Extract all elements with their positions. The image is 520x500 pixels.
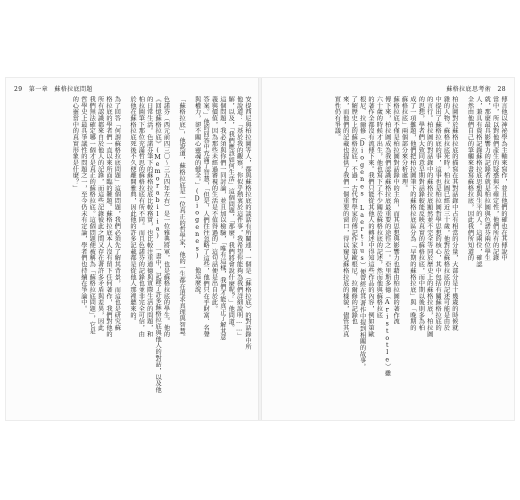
text-column: 答案。」他的回答中充滿了智慧，「但是，人們往往忽略了這些，他們只在乎財富、名聲: [202, 96, 210, 338]
text-column: 全然由他們自己的筆觸來書寫蘇格拉底，因此我們所知道的: [466, 96, 474, 262]
text-column: 格拉底的學者們一直以來所面臨的難題。蘇格拉底本人沒有留下任何著作，我們對他的: [104, 96, 112, 338]
text-column: [122, 96, 127, 412]
text-column: 蘇格拉底不僅是柏拉圖對話錄中的主角，而其思想與影響力也藉由柏拉圖的著作流: [392, 96, 400, 325]
text-column: 的言行。柏拉圖的對話錄中的蘇格拉底顯然並不完全等同於歷史上的蘇格拉底，柏拉圖: [425, 96, 433, 338]
text-column: 哲學史上最具爭議性的問題之一，至今仍未有定論，學者們也持續在爭論中。: [79, 96, 87, 312]
text-column: 當中，所以對他們產生的疑惑與不確定性，他們所有的記錄: [491, 96, 499, 262]
book-spread: [6, 78, 514, 420]
left-page-text: [14, 96, 250, 412]
text-column: 的著作全都沒有流傳下來。我們只能從其他人的轉述中得知這些作品的內容，例如第歐: [366, 96, 374, 338]
text-column: 了解歷史上的蘇格拉底，不過，古代哲學家的傳記作家第歐根尼．拉爾修的記錄也: [350, 96, 358, 325]
text-column: 的思想，學者們大致同意早期對話錄較能反映真實的蘇格拉底，而中期以後則多為柏: [417, 96, 425, 331]
text-column: 根尼．拉爾修（Diogenes Laertius）便曾經在其著作中提到相關的故事。: [358, 96, 366, 370]
text-column: [171, 96, 176, 412]
text-column: 《回憶蘇格拉底》(Memorabilia) 一書中，記錄了許多蘇格拉底與他人的對話，以及他: [154, 96, 162, 393]
text-column: 與權力，卻不關心靈魂的健全。」(Diogenes) 他這麼說。: [193, 96, 201, 299]
text-column: 為了回答「何謂蘇格拉底問題」這個問題，我們必須先了解其背景，而這也是研究蘇: [113, 96, 121, 331]
text-column: 所有認識都來自於他人的記錄，而這些記錄彼此之間又存在著許多矛盾與差異，因此: [96, 96, 104, 331]
text-column: 雜的人物。蘇格拉底死時，柏拉圖已經近三十歲，他對於蘇格拉底的記述可能是由於: [442, 96, 450, 331]
text-column: 這個問題，我必須與你們一同討論，並且加以檢驗，「唯有這樣，我們才能真正了解其意: [218, 96, 226, 341]
text-column: 的日常生活。色諾芬筆下的蘇格拉底比較務實，也比較注重道德與實際生活的問題，和: [145, 96, 153, 338]
text-column: 安提西尼與柏拉圖等人，都與蘇格拉底的談話有所關連，一個是（蘇格拉底）的對話錄中所: [244, 96, 251, 350]
text-column: 的心靈當中的真實形象是什麼？」: [71, 96, 79, 192]
text-column: 柏拉圖筆下那位充滿哲思的蘇格拉底有所不同。而且色諾芬的記錄也並非完全可信，由: [137, 96, 145, 338]
text-column: 於他在蘇格拉底死後不久便離開雅典，因此他的許多記載都是從他人那裡聽來的。: [128, 96, 136, 325]
text-column: 成了一項難題，他們把柏拉圖筆下的蘇格拉底區分為「早期的蘇格拉底」與「晚期的: [408, 96, 416, 331]
text-column: 實性仍有爭議。: [333, 96, 341, 141]
right-page-text: [270, 96, 506, 412]
text-column: 他說道：「基於我的觀察，你似乎熱衷於這件事，我希望你能夠為我們詳細說明……」: [235, 96, 243, 339]
text-column: 色諾芬（西元前四三〇～三五四年左右）是一位雅典將軍，也是蘇格拉底的學生。他的: [162, 96, 170, 338]
text-column: [459, 96, 464, 412]
text-column: 就，那麼最具影響力的記錄者就是柏拉圖與色諾芬兩位學生: [483, 96, 491, 262]
text-column: 「蘇格拉底」，他說道，蘇格拉底是一位真正的哲學家，他的一生都在追求真理與智慧。: [178, 96, 186, 341]
text-column: 義與價值，因為那些未經過審視的生活是不值得過的」這句話便是出自於此。: [210, 96, 218, 312]
text-column: 人，兼具有資格記錄蘇格拉底思想與生平的人。這兩位，確認: [474, 96, 482, 268]
text-column: [186, 96, 191, 412]
text-column: 柏拉圖對於蘇格拉底的描寫在其對話錄中占有相當的分量，大部分是十幾歲的時候就: [450, 96, 458, 331]
text-column: 蘇格拉底」兩個部分來分析處理。: [400, 96, 408, 192]
running-header-right: 蘇格拉底思考術 28: [446, 86, 506, 93]
text-column: 六十歲的時候才出生，他也寫下了不少關於蘇格拉底的記述，然而他與蘇格拉底: [375, 96, 383, 319]
right-page: [262, 78, 514, 420]
running-header-left: 29 第一章 蘇格拉底問題: [14, 86, 93, 93]
text-column: 解，以及，「我們應該如何生活」這個問題，「那麼，我們將會說什麼呢？」他問道。: [227, 96, 235, 332]
text-column: 傳言他以神祕學為主軸來寫作，並且他們的確也在其傳說中: [500, 96, 507, 262]
text-column: 傳下來，柏拉圖成為我們認識蘇格拉底最重要的途徑之一。亞里斯多德（Aristotle）雖: [383, 96, 391, 377]
text-column: 來，而他們的記載也提供了我們一個重要的窗口，得以窺見蘇格拉底的樣貌，儘管其真: [341, 96, 349, 338]
left-page: [6, 78, 258, 420]
text-column: 中提出了蘇格拉底的事，這事也是柏拉圖哲學思想的核心，其中包括有關蘇格拉底的: [434, 96, 442, 331]
text-column: 我們無法確定哪一個才是真正的蘇格拉底。這個問題便被稱為「蘇格拉底問題」，它是: [88, 96, 96, 335]
